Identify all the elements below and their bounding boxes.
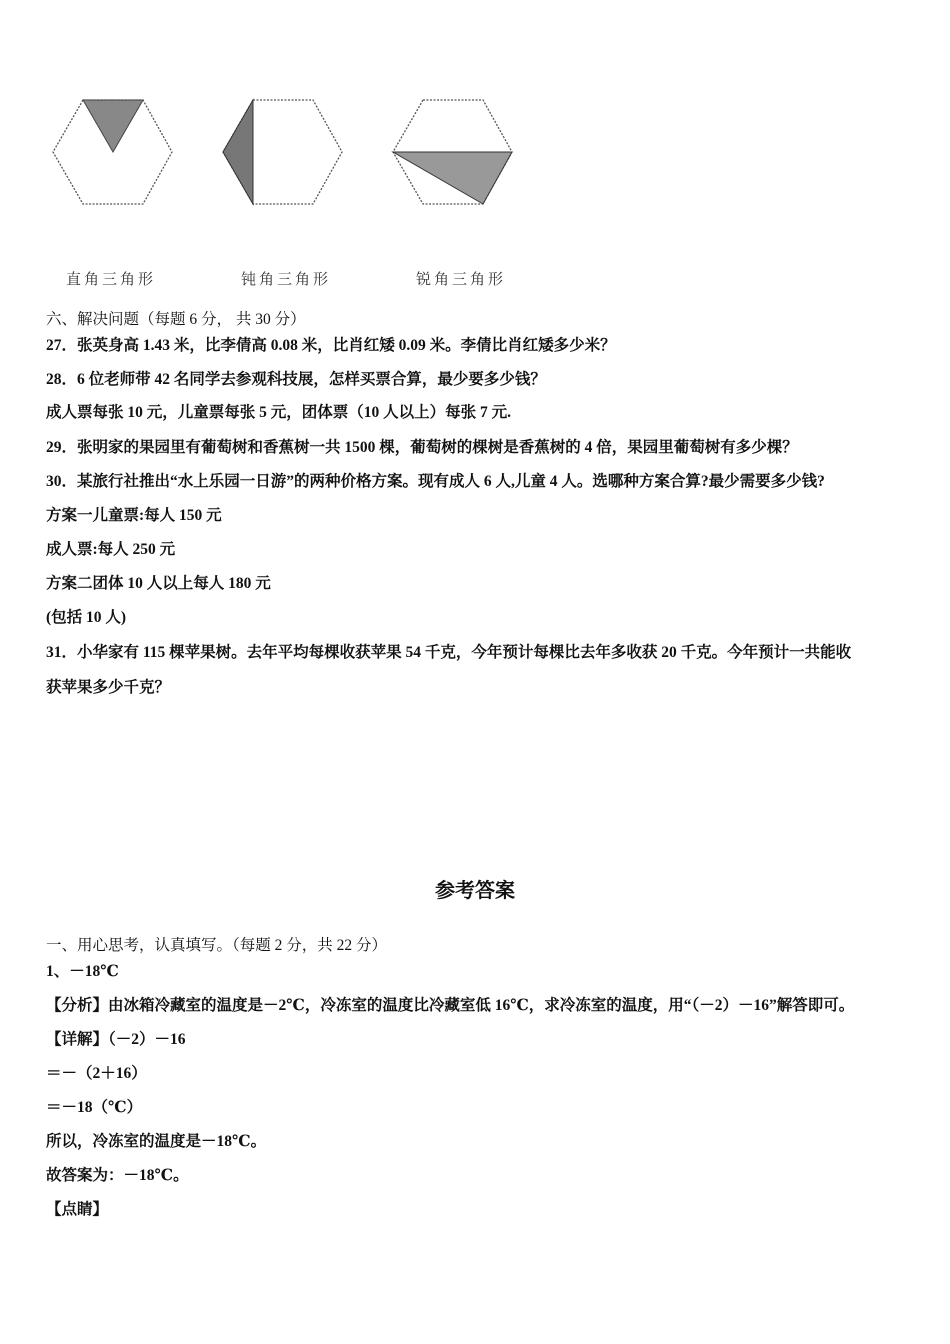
answer-line: 故答案为：－18℃。: [46, 1167, 189, 1184]
section-heading: 六、解决问题（每题 6 分， 共 30 分）: [46, 311, 306, 328]
hexagon-figure-acute-triangle: [390, 95, 516, 209]
question-line: (包括 10 人): [46, 609, 127, 626]
question-line: 成人票:每人 250 元: [46, 541, 176, 558]
answer-line: 【点睛】: [46, 1201, 109, 1218]
answers-title: 参考答案: [435, 880, 515, 902]
answer-line: 【详解】（－2）－16: [46, 1031, 186, 1048]
answer-line: ＝－（2＋16）: [46, 1065, 147, 1082]
hexagon-figure-obtuse-triangle: [220, 95, 346, 209]
question-line: 27．张英身高 1.43 米，比李倩高 0.08 米，比肖红矮 0.09 米。李倩比肖红矮多少米？: [46, 337, 616, 354]
figure-caption: 钝角三角形: [241, 270, 332, 288]
hexagon-figure-right-triangle: [50, 95, 176, 209]
answer-line: 所以，冷冻室的温度是－18℃。: [46, 1133, 267, 1150]
question-line: 30．某旅行社推出“水上乐园一日游”的两种价格方案。现有成人 6 人,儿童 4 人。选哪种方案合算?最少需要多少钱?: [46, 473, 825, 490]
answers-heading: 一、用心思考，认真填写。（每题 2 分，共 22 分）: [46, 937, 388, 954]
question-line: 28．6 位老师带 42 名同学去参观科技展，怎样买票合算，最少要多少钱？: [46, 371, 546, 388]
question-line: 方案一儿童票:每人 150 元: [46, 507, 222, 524]
answer-line: 1、－18℃: [46, 963, 119, 980]
question-line: 31．小华家有 115 棵苹果树。去年平均每棵收获苹果 54 千克，今年预计每棵比去年多收获 20 千克。今年预计一共能收: [46, 644, 852, 661]
answer-line: ＝－18（℃）: [46, 1099, 143, 1116]
question-line: 成人票每张 10 元，儿童票每张 5 元，团体票（10 人以上）每张 7 元.: [46, 404, 512, 421]
answer-line: 【分析】由冰箱冷藏室的温度是－2℃，冷冻室的温度比冷藏室低 16℃，求冷冻室的温度，用“（－2）－16”解答即可。: [46, 997, 855, 1014]
question-line: 29．张明家的果园里有葡萄树和香蕉树一共 1500 棵，葡萄树的棵树是香蕉树的 4 倍，果园里葡萄树有多少棵？: [46, 439, 798, 456]
question-line: 方案二团体 10 人以上每人 180 元: [46, 575, 271, 592]
figure-caption: 锐角三角形: [416, 270, 507, 288]
question-line: 获苹果多少千克？: [46, 679, 171, 696]
figure-caption: 直角三角形: [66, 270, 157, 288]
